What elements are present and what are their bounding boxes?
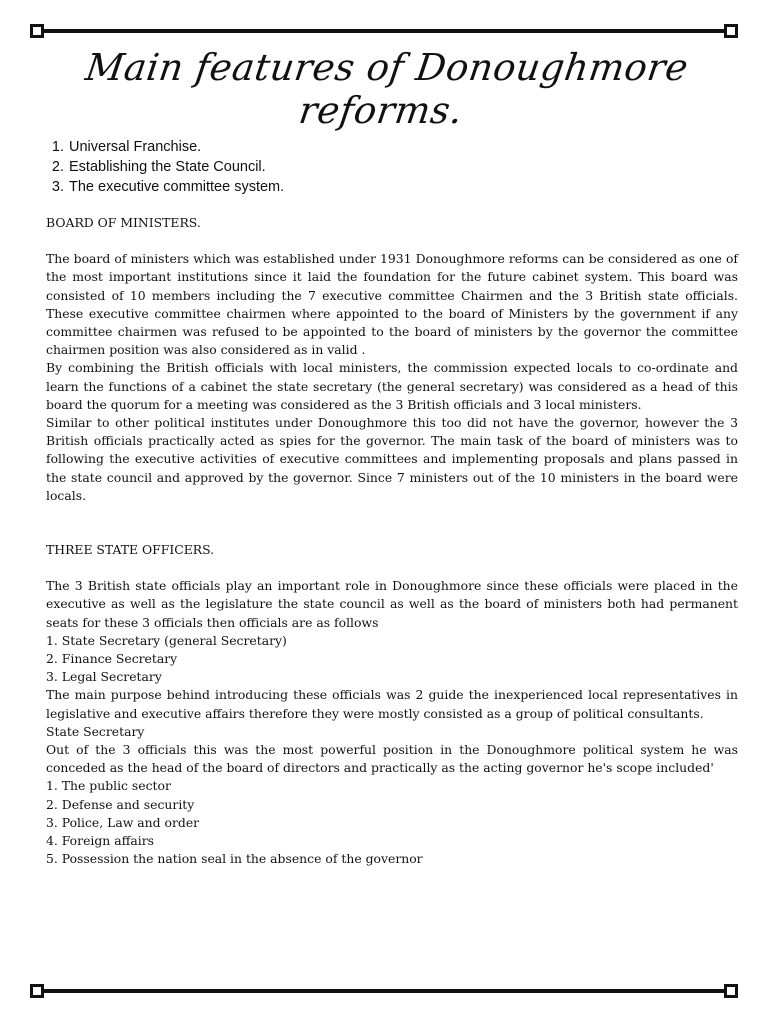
- board-heading: BOARD OF MINISTERS.: [46, 215, 201, 230]
- board-paragraph-1: The board of ministers which was established under 1931 Donoughmore reforms can be considered as one of the most important institutions since it laid the foundation for the future cabinet system. This board was consisted of 10 members including the 7 executive committee Chairmen and the 3 British state officials. These executive committee chairmen where appointed to the board of Ministers by the government if any committee chairmen was refused to be appointed to the board of ministers by the governor the committee chairmen position was also considered as in valid .: [46, 251, 738, 358]
- top-divider-left-cap: [30, 24, 44, 38]
- document-body: [46, 137, 738, 869]
- feature-item: 2. Establishing the State Council.: [68, 157, 738, 177]
- feature-item: 3. The executive committee system.: [68, 177, 738, 197]
- top-divider: [30, 24, 738, 38]
- top-divider-right-cap: [724, 24, 738, 38]
- scope-list-item: 5. Possession the nation seal in the absence of the governor: [46, 851, 423, 867]
- board-paragraph-3: Similar to other political institutes under Donoughmore this too did not have the governor, however the 3 British officials practically acted as spies for the governor. The main task of the board of ministers was to following the executive activities of executive committees and implementing proposals and plans passed in the state council and approved by the governor. Since 7 ministers out of the 10 ministers in the board were locals.: [46, 415, 738, 503]
- scope-list-item: 2. Defense and security: [46, 796, 195, 812]
- state-secretary-heading: State Secretary: [46, 723, 145, 739]
- state-secretary-text: Out of the 3 officials this was the most powerful position in the Donoughmore political system he was conceded as the head of the board of directors and practically as the acting governor he's scope included': [46, 742, 738, 776]
- bottom-divider-left-cap: [30, 984, 44, 998]
- officers-intro: The 3 British state officials play an important role in Donoughmore since these officials were placed in the executive as well as the legislature the state council as well as the board of ministers both had permanent seats for these 3 officials then officials are as follows: [46, 578, 738, 630]
- board-section: [46, 214, 738, 505]
- officer-list-item: 3. Legal Secretary: [46, 669, 162, 685]
- scope-list-item: 3. Police, Law and order: [46, 814, 200, 830]
- bottom-divider-line: [37, 989, 731, 993]
- top-divider-line: [37, 29, 731, 33]
- scope-list-item: 1. The public sector: [46, 778, 171, 794]
- bottom-divider-right-cap: [724, 984, 738, 998]
- officers-heading: THREE STATE OFFICERS.: [46, 542, 215, 558]
- feature-item: 1. Universal Franchise.: [68, 137, 738, 157]
- board-paragraph-2: By combining the British officials with local ministers, the commission expected locals to co-ordinate and learn the functions of a cabinet the state secretary (the general secretary) was considered as a head of this board the quorum for a meeting was considered as the 3 British officials and 3 local ministers.: [46, 360, 738, 412]
- scope-list-item: 4. Foreign affairs: [46, 833, 155, 849]
- bottom-divider: [30, 984, 738, 998]
- officer-list-item: 1. State Secretary (general Secretary): [46, 632, 287, 648]
- officers-purpose: The main purpose behind introducing these officials was 2 guide the inexperienced local representatives in legislative and executive affairs therefore they were mostly consisted as a group of political consultants.: [46, 687, 738, 721]
- officer-list-item: 2. Finance Secretary: [46, 651, 178, 667]
- page-title: Main features of Donoughmore reforms.: [82, 46, 692, 132]
- officers-section: [46, 541, 738, 868]
- features-list: [46, 137, 738, 197]
